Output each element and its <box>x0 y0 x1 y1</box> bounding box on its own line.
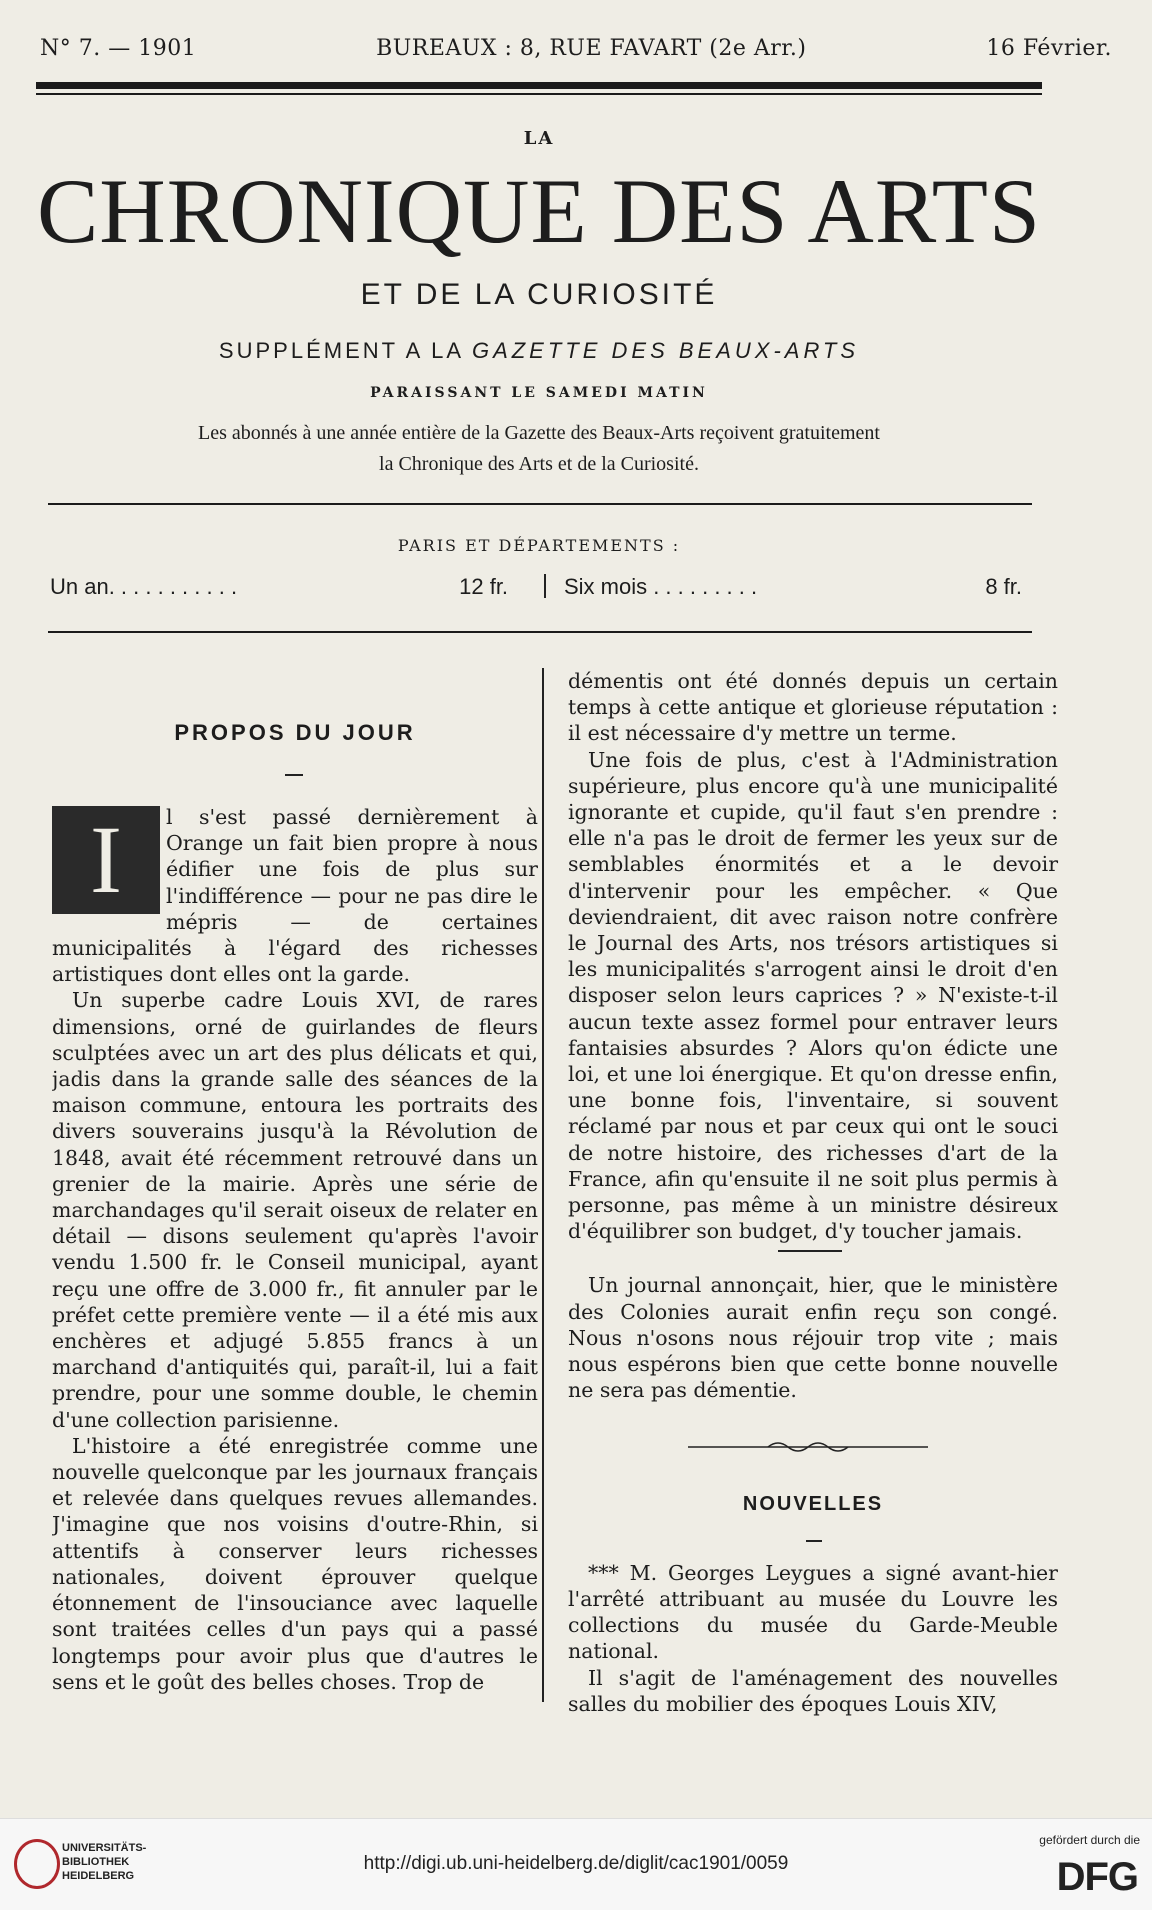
ornament-divider <box>568 1403 1058 1491</box>
price-year-label: Un an. . . . . . . . . . . <box>50 574 238 599</box>
subscribers-line-2: la Chronique des Arts et de la Curiosité. <box>379 453 699 475</box>
subscribers-line-1: Les abonnés à une année entière de la Gazette des Beaux-Arts reçoivent gratuitement <box>198 422 880 444</box>
article-paragraph-4: Une fois de plus, c'est à l'Administration supérieure, plus encore qu'à une municipalité ignorante et cupide, qu'il faut s'en prendre : elle n'a pas le droit de fermer les yeux sur de semblables énormités et a le devoir d'intervenir pour les empêcher. « Que deviendraient, dit avec raison notre confrère le Journal des Arts, nos trésors artistiques si les municipalités s'arrogent ainsi le droit d'en disposer selon leurs caprices ? » N'existe-t-il aucun texte assez formel pour entraver leurs fantaisies absurdes ? Alors qu'on édicte une loi, et une loi énergique. Et qu'on dresse enfin, une bonne fois, l'inventaire, si souvent réclamé par nous et par ceux qui ont le souci de notre histoire, des richesses d'art de la France, afin qu'ensuite il ne soit plus permis à personne, pas même à un ministre désireux d'équilibrer son budget, d'y toucher jamais. <box>568 747 1058 1244</box>
news-dash-wrap <box>568 1540 1058 1560</box>
header-rule-thin <box>36 93 1042 95</box>
digitization-footer <box>0 1818 1152 1910</box>
article-paragraph-2: Un superbe cadre Louis XVI, de rares dimensions, orné de guirlandes de fleurs sculptées avec un art des plus délicats et qui, jadis dans la grande salle des séances de la maison commune, entoura les portraits des divers souverains jusqu'à la Révolution de 1848, avait été récemment retrouvé dans un grenier de la mairie. Après une série de marchandages qu'il serait oiseux de relater en détail — disons seulement qu'après l'avoir vendu 1.500 fr. le Conseil municipal, ayant reçu une offre de 3.000 fr., fit annuler par le préfet cette première vente — il a été mis aux enchères et adjugé 5.855 francs à un marchand d'antiquités qui, paraît-il, lui a fait prendre, pour une somme double, le chemin d'une collection parisienne. <box>52 988 538 1432</box>
issue-header <box>40 36 1112 61</box>
office-address: BUREAUX : 8, RUE FAVART (2e Arr.) <box>376 36 807 61</box>
break-dash <box>778 1250 842 1252</box>
news-item-1: *** M. Georges Leygues a signé avant-hier l'arrêté attribuant au musée du Louvre les collections du musée du Garde-Meuble national. <box>568 1560 1058 1664</box>
supplement-line <box>36 338 1042 364</box>
price-year-value: 12 fr. <box>459 574 509 599</box>
masthead-article: LA <box>523 128 555 149</box>
funded-by-label: gefördert durch die <box>1039 1833 1140 1847</box>
news-title: NOUVELLES <box>742 1493 884 1516</box>
header-rule <box>36 82 1042 89</box>
paragraph-break <box>568 1244 1058 1272</box>
section-title-propos: PROPOS DU JOUR <box>174 720 416 745</box>
masthead-title: CHRONIQUE DES ARTS <box>36 160 1042 262</box>
column-divider <box>542 668 544 1702</box>
subscription-prices <box>50 574 1040 600</box>
price-year <box>50 574 526 600</box>
subscribers-note <box>36 418 1042 480</box>
supplement-prefix: SUPPLÉMENT A LA <box>218 338 472 363</box>
article-lead: l s'est passé dernièrement à Orange un fait bien propre à nous édifier une fois de plus sur l'indifférence — pour ne pas dire le mépris — de certaines municipalités à l'égard des richesses artistiques dont elles ont la garde. <box>52 805 538 987</box>
library-name: UNIVERSITÄTS- BIBLIOTHEK HEIDELBERG <box>62 1842 147 1882</box>
news-dash <box>806 1540 822 1542</box>
price-half-value: 8 fr. <box>985 574 1023 599</box>
frequency-line: PARAISSANT LE SAMEDI MATIN <box>370 385 708 401</box>
source-url[interactable]: http://digi.ub.uni-heidelberg.de/diglit/cac1901/0059 <box>363 1853 789 1874</box>
price-half-label: Six mois . . . . . . . . . <box>563 574 758 599</box>
section-dash <box>285 774 303 776</box>
dropcap-spacer <box>52 804 166 914</box>
issue-number: N° 7. — 1901 <box>40 36 197 61</box>
dropcap-ornament: I <box>52 806 160 914</box>
news-item-2: Il s'agit de l'aménagement des nouvelles salles du mobilier des époques Louis XIV, <box>568 1665 1058 1716</box>
prices-rule <box>48 631 1032 633</box>
subscription-heading: PARIS ET DÉPARTEMENTS : <box>397 536 681 555</box>
left-column-text <box>52 804 538 1702</box>
article-continued: démentis ont été donnés depuis un certain temps à cette antique et glorieuse réputation : il est nécessaire d'y mettre un terme. <box>568 669 1058 746</box>
price-half <box>564 574 1040 600</box>
flourish-ornament <box>688 1437 928 1457</box>
supplement-gazette: GAZETTE DES BEAUX-ARTS <box>471 338 860 363</box>
price-separator <box>544 574 546 598</box>
right-column-text <box>568 668 1058 1717</box>
dfg-logo: DFG <box>1056 1855 1138 1899</box>
issue-date: 16 Février. <box>986 36 1112 61</box>
masthead-subtitle: ET DE LA CURIOSITÉ <box>360 278 718 311</box>
brief-colonies: Un journal annonçait, hier, que le ministère des Colonies aurait enfin reçu son congé. Nous n'osons nous réjouir trop vite ; mais nous espérons bien que cette bonne nouvelle ne sera pas démentie. <box>568 1273 1058 1403</box>
masthead-rule <box>48 503 1032 505</box>
article-paragraph-3: L'histoire a été enregistrée comme une nouvelle quelconque par les journaux français et relevée dans quelques revues allemandes. J'imagine que nos voisins d'outre-Rhin, si attentifs à conserver leurs richesses nationales, doivent éprouver quelque étonnement de l'insouciance avec laquelle sont traitées celles d'un pays qui a passé longtemps pour avoir plus que d'autres le sens et le goût des belles choses. Trop de <box>52 1433 538 1694</box>
